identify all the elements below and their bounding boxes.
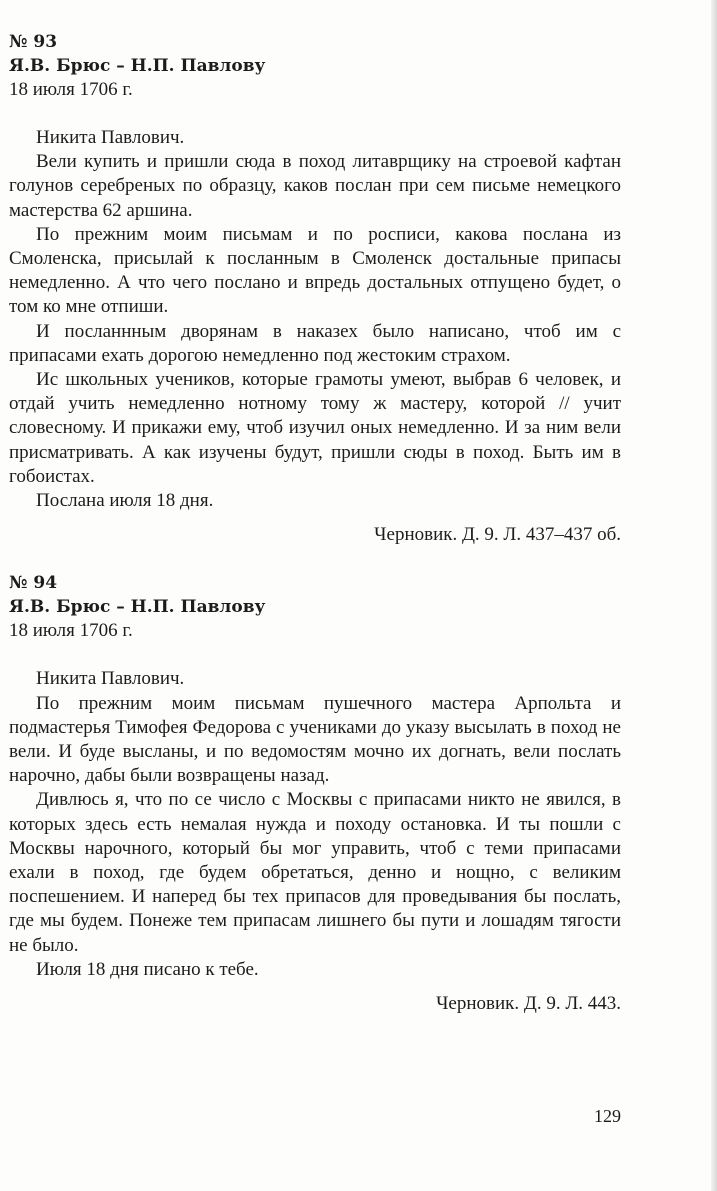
letter-date: 18 июля 1706 г. <box>9 79 133 100</box>
letter-number: № 94 <box>9 573 58 594</box>
letter-paragraph: Дивлюсь я, что по се число с Москвы с припасами никто не явился, в которых здесь есть немалая нужда и походу остановка. И ты пошли с Москвы нарочного, который бы мог управить, чтоб с теми припасами ехали в поход, где будем обретаться, денно и нощно, с великим поспешением. И наперед бы тех припасов для проведывания бы послать, где мы будем. Понеже тем припасам лишнего бы пути и лошадям тягости не было. <box>9 789 621 956</box>
letter-heading: Я.В. Брюс – Н.П. Павлову <box>9 597 266 618</box>
letter-number: № 93 <box>9 32 58 52</box>
letter-paragraph: По прежним моим письмам и по росписи, какова послана из Смоленска, присылай к посланным в Смоленск достальные припасы немедленно. А что чего послано и впредь достальных отпущено будет, о том ко мне отпиши. <box>9 223 621 318</box>
letter-closing: Июля 18 дня писано к тебе. <box>36 958 259 980</box>
letter-paragraph: По прежним моим письмам пушечного мастера Арпольта и подмастерья Тимофея Федорова с учениками до указу высылать в поход не вели. И буде высланы, и по ведомостям мочно их догнать, вели послать нарочно, дабы были возвращены назад. <box>9 692 621 787</box>
letter-heading: Я.В. Брюс – Н.П. Павлову <box>9 56 266 76</box>
archive-source: Черновик. Д. 9. Л. 443. <box>436 993 621 1015</box>
letter-closing: Послана июля 18 дня. <box>36 490 214 512</box>
letter-paragraph: Ис школьных учеников, которые грамоты умеют, выбрав 6 человек, и отдай учить немедленно нотному тому ж мастеру, которой // учит словесному. И прикажи ему, чтоб изучил оных немедленно. И за ним вели присматривать. А как изучены будут, пришли сюды в поход. Быть им в гобоистах. <box>9 369 621 487</box>
letter-paragraph: Вели купить и пришли сюда в поход литаврщику на строевой кафтан голунов серебреных по образцу, каков послан при сем письме немецкого мастерства 62 аршина. <box>9 151 621 221</box>
letter-salutation: Никита Павлович. <box>36 668 185 690</box>
archive-source: Черновик. Д. 9. Л. 437–437 об. <box>374 524 621 546</box>
page-edge <box>711 0 717 1191</box>
page-content <box>9 30 621 1016</box>
letter-date: 18 июля 1706 г. <box>9 620 133 642</box>
letter-salutation: Никита Павлович. <box>36 127 185 148</box>
page-number: 129 <box>594 1106 621 1126</box>
letter-93 <box>9 30 621 547</box>
letter-paragraph: И посланнным дворянам в наказех было написано, чтоб им с припасами ехать дорогою немедленно под жестоким страхом. <box>9 320 621 366</box>
letter-94 <box>9 571 621 1016</box>
